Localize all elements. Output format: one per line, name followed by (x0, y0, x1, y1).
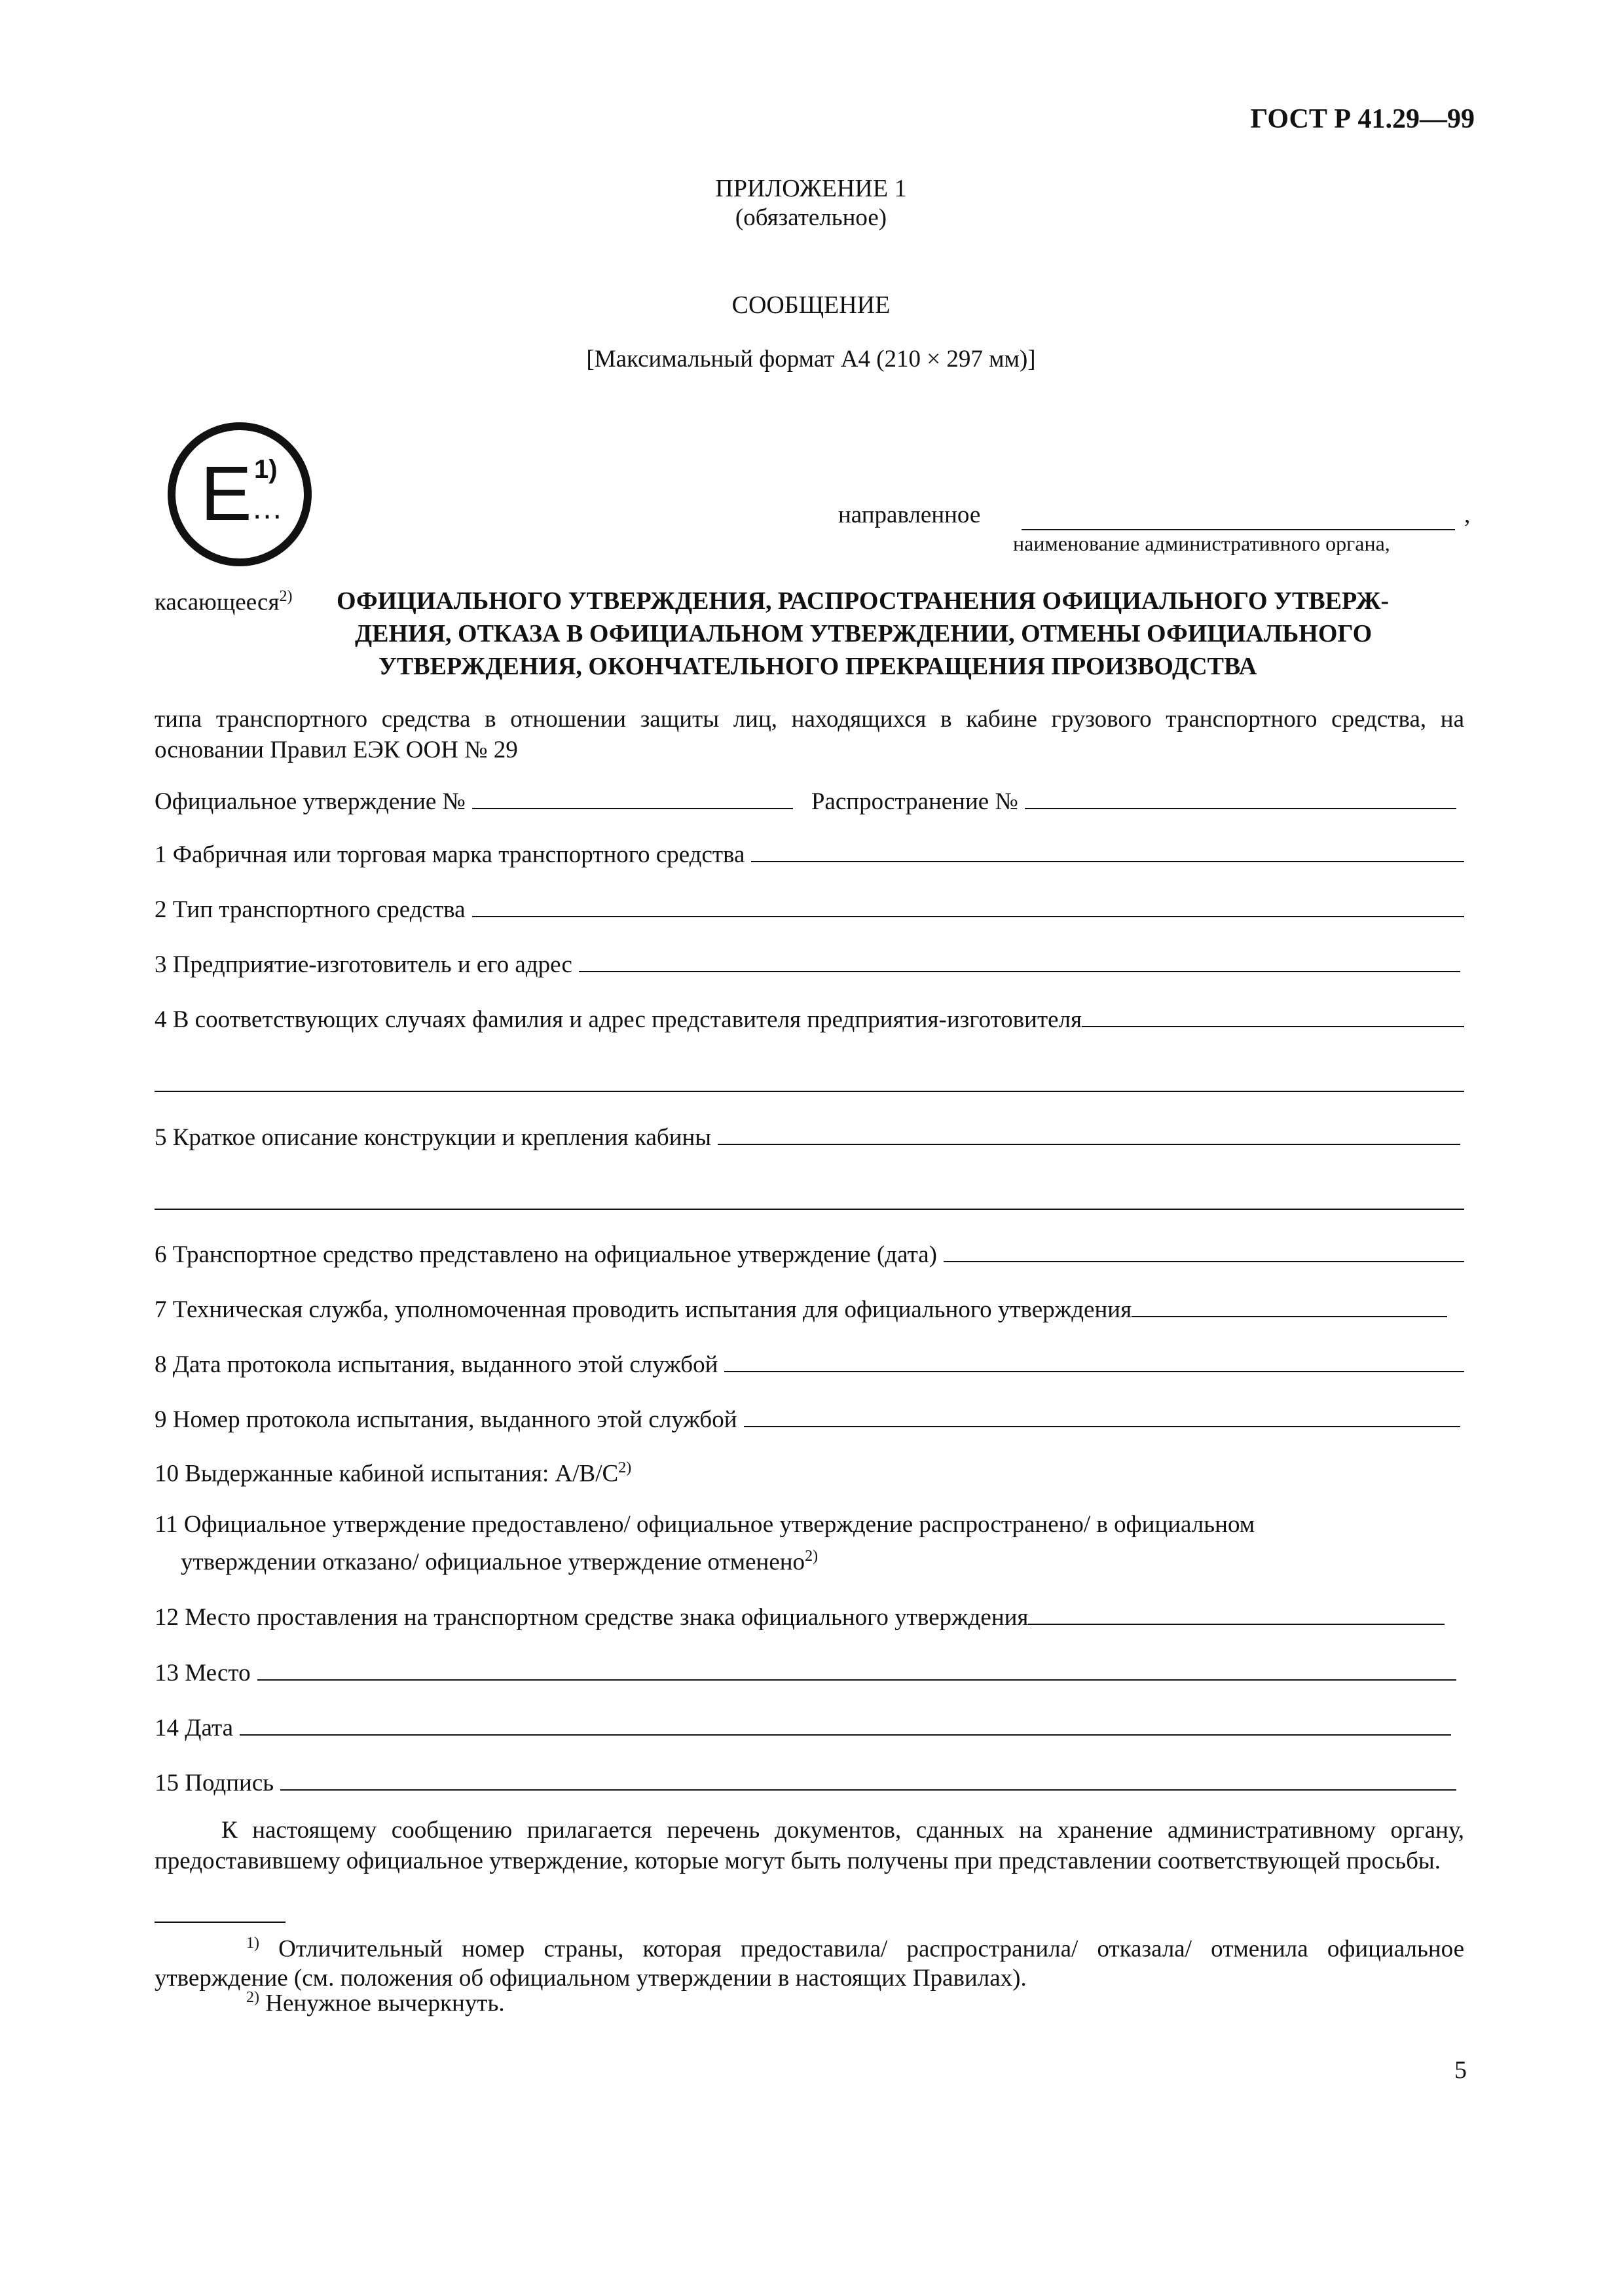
extension-number-field[interactable] (1025, 807, 1456, 809)
extension-number-label: Распространение № (811, 788, 1018, 815)
footnote-2: $^{2)}$ Ненужное вычеркнуть. (246, 1989, 505, 2017)
approval-mark-logo (168, 422, 312, 566)
appendix-title: ПРИЛОЖЕНИЕ 1 (715, 175, 907, 202)
intro-paragraph: типа транспортного средства в отношении защиты лиц, находящихся в кабине грузового транспортного средства, на основании Правил ЕЭК ООН № 29 (155, 706, 1464, 763)
approval-mark-dots: ... (253, 491, 284, 526)
item-label: 1 Фабричная или торговая марка транспортного средства (155, 841, 745, 868)
appendix-status: (обязательное) (735, 204, 887, 231)
item-label-continued: утверждении отказано/ официальное утверждение отменено$^{2)}$ (181, 1548, 819, 1576)
form-item-15 (155, 1764, 1464, 1797)
form-item-10 (155, 1455, 1464, 1487)
form-item-7 (155, 1291, 1464, 1324)
concerning-title-line: УТВЕРЖДЕНИЯ, ОКОНЧАТЕЛЬНОГО ПРЕКРАЩЕНИЯ ПРОИЗВОДСТВА (378, 653, 1257, 680)
footnote-1-marker: 1) (246, 1935, 259, 1952)
mark-location-field[interactable] (1028, 1623, 1445, 1625)
footnote-ref: 2) (805, 1548, 819, 1565)
approval-number-field[interactable] (472, 807, 793, 809)
submission-date-field[interactable] (944, 1260, 1464, 1262)
item-label: 2 Тип транспортного средства (155, 896, 466, 923)
item-label: 9 Номер протокола испытания, выданного этой службой (155, 1406, 737, 1433)
manufacturer-field[interactable] (579, 970, 1460, 972)
item-label: 7 Техническая служба, уполномоченная проводить испытания для официального утверждения (155, 1296, 1132, 1323)
form-item-3 (155, 946, 1464, 979)
sent-to-caption: наименование административного органа, (1013, 532, 1390, 555)
form-item-13 (155, 1654, 1464, 1687)
item-label: 6 Транспортное средство представлено на официальное утверждение (дата) (155, 1241, 937, 1268)
form-item-4 (155, 1001, 1464, 1034)
trade-mark-field[interactable] (751, 860, 1464, 862)
item-label: 13 Место (155, 1660, 251, 1686)
representative-field-continued[interactable] (155, 1091, 1464, 1092)
footnote-divider (155, 1922, 286, 1923)
cab-description-field[interactable] (718, 1143, 1460, 1145)
item-label: 8 Дата протокола испытания, выданного этой службой (155, 1351, 718, 1378)
footnote-2-marker: 2) (246, 1989, 259, 2006)
approval-number-row (155, 783, 1464, 816)
approval-number-label: Официальное утверждение № (155, 788, 466, 815)
cab-description-field-continued[interactable] (155, 1209, 1464, 1210)
report-number-field[interactable] (744, 1425, 1460, 1427)
form-item-2 (155, 891, 1464, 924)
concerning-title (337, 585, 1476, 683)
closing-paragraph: К настоящему сообщению прилагается перечень документов, сданных на хранение административному органу, предоставившему официальное утверждение, которые могут быть получены при представлении соответствующей просьбы. (155, 1817, 1464, 1874)
form-item-8 (155, 1346, 1464, 1379)
sent-to-label: направленное (838, 501, 981, 528)
place-field[interactable] (257, 1679, 1456, 1681)
representative-field[interactable] (1082, 1025, 1464, 1027)
item-label: 12 Место проставления на транспортном средстве знака официального утверждения (155, 1604, 1029, 1631)
concerning-title-line: ОФИЦИАЛЬНОГО УТВЕРЖДЕНИЯ, РАСПРОСТРАНЕНИЯ ОФИЦИАЛЬНОГО УТВЕРЖ- (337, 587, 1390, 615)
sent-to-comma: , (1464, 501, 1471, 528)
form-item-9 (155, 1401, 1464, 1434)
item-label: 10 Выдержанные кабиной испытания: $А/В/С^{2)}$ (155, 1459, 632, 1487)
form-item-5 (155, 1119, 1464, 1152)
report-date-field[interactable] (724, 1370, 1464, 1372)
concerning-label: касающееся$^{2)}$ (155, 588, 293, 616)
page-number: 5 (1454, 2056, 1467, 2084)
concerning-footnote-ref: 2) (279, 588, 293, 605)
item-label: 11 Официальное утверждение предоставлено/ официальное утверждение распространено/ в официальном (155, 1511, 1255, 1538)
concerning-title-line: ДЕНИЯ, ОТКАЗА В ОФИЦИАЛЬНОМ УТВЕРЖДЕНИИ, ОТМЕНЫ ОФИЦИАЛЬНОГО (355, 620, 1373, 647)
vehicle-type-field[interactable] (472, 915, 1464, 917)
form-item-11 (155, 1509, 1464, 1578)
item-label: 15 Подпись (155, 1770, 274, 1796)
technical-service-field[interactable] (1132, 1315, 1447, 1317)
item-label: 5 Краткое описание конструкции и крепления кабины (155, 1124, 712, 1151)
approval-mark-letter: E (200, 450, 252, 537)
date-field[interactable] (240, 1734, 1451, 1736)
format-note: [Максимальный формат А4 (210 × 297 мм)] (586, 346, 1036, 373)
approval-mark-footnote-ref: 1) (254, 455, 278, 484)
document-title: СООБЩЕНИЕ (731, 291, 891, 319)
sent-to-field[interactable] (1022, 529, 1455, 530)
footnote-1: $^{1)}$ Отличительный номер страны, которая предоставила/ распространила/ отказала/ отменила официальное утверждение (см. положения об официальном утверждении в настоящих Правилах). (155, 1935, 1464, 1992)
signature-field[interactable] (280, 1789, 1456, 1791)
item-label: 14 Дата (155, 1715, 233, 1741)
form-item-12 (155, 1599, 1464, 1631)
item-label: 4 В соответствующих случаях фамилия и адрес представителя предприятия-изготовителя (155, 1006, 1082, 1033)
footnote-ref: 2) (618, 1459, 632, 1476)
form-item-6 (155, 1236, 1464, 1269)
document-code: ГОСТ Р 41.29—99 (1250, 104, 1475, 134)
form-item-1 (155, 836, 1464, 869)
form-item-14 (155, 1709, 1464, 1742)
item-label: 3 Предприятие-изготовитель и его адрес (155, 951, 572, 978)
